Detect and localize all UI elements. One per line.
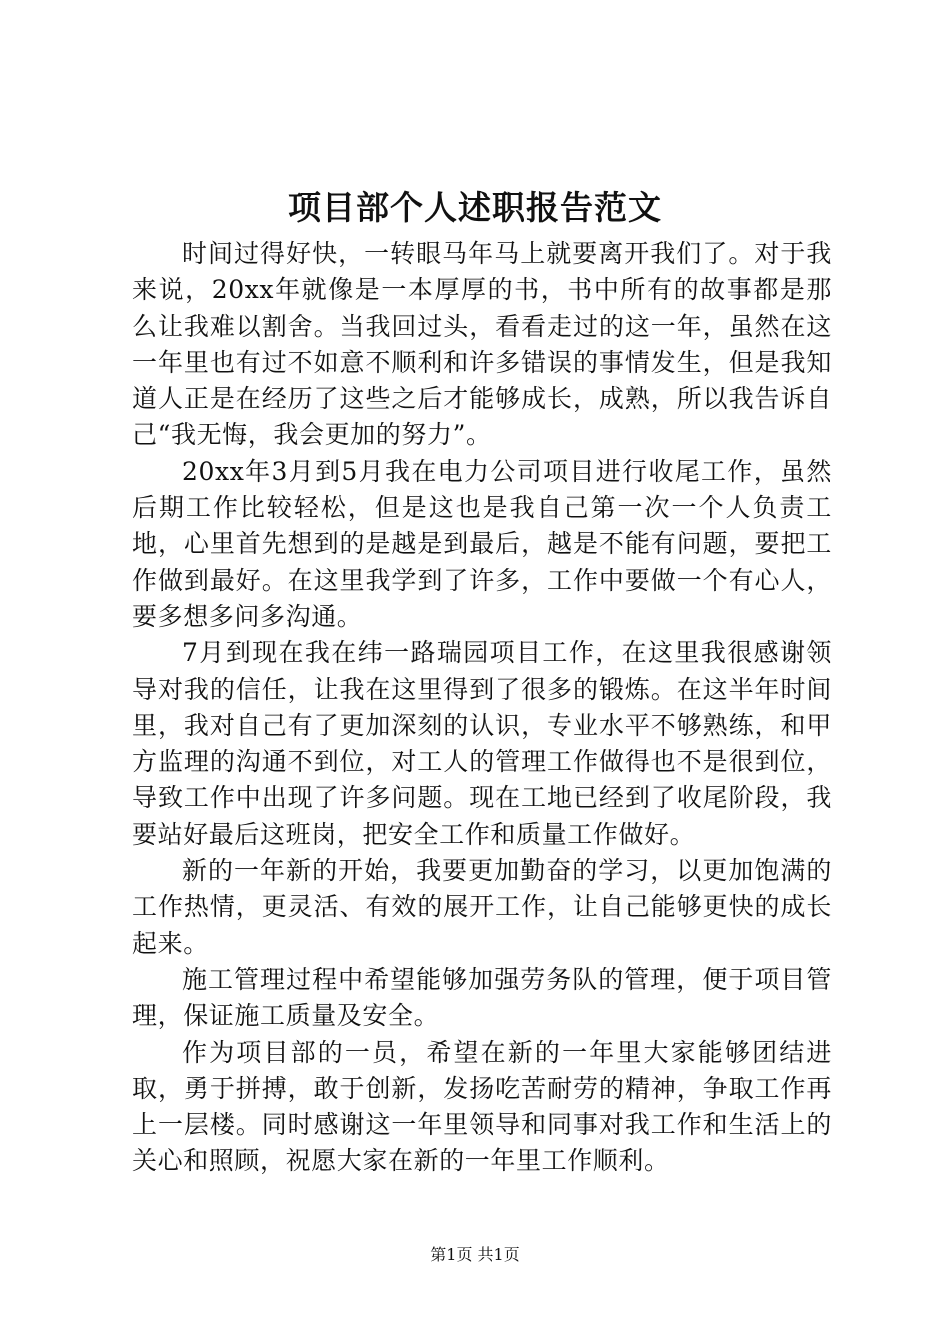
paragraph-6: 作为项目部的一员，希望在新的一年里大家能够团结进取，勇于拼搏，敢于创新，发扬吃苦耐劳的精神，争取工作再上一层楼。同时感谢这一年里领导和同事对我工作和生活上的关心和照顾，祝愿大家在新的一年里工作顺利。 [132, 1037, 832, 1176]
page-footer: 第1页 共1页 [430, 1245, 520, 1264]
document-body [132, 236, 832, 1180]
paragraph-5: 施工管理过程中希望能够加强劳务队的管理，便于项目管理，保证施工质量及安全。 [132, 964, 832, 1031]
document-title: 项目部个人述职报告范文 [288, 188, 662, 227]
paragraph-2: 20xx年3月到5月我在电力公司项目进行收尾工作，虽然后期工作比较轻松，但是这也是我自己第一次一个人负责工地，心里首先想到的是越是到最后，越是不能有问题，要把工作做到最好。在这里我学到了许多，工作中要做一个有心人，要多想多问多沟通。 [132, 456, 832, 631]
paragraph-3: 7月到现在我在纬一路瑞园项目工作，在这里我很感谢领导对我的信任，让我在这里得到了很多的锻炼。在这半年时间里，我对自己有了更加深刻的认识，专业水平不够熟练，和甲方监理的沟通不到位，对工人的管理工作做得也不是很到位，导致工作中出现了许多问题。现在工地已经到了收尾阶段，我要站好最后这班岗，把安全工作和质量工作做好。 [132, 638, 832, 849]
paragraph-1: 时间过得好快，一转眼马年马上就要离开我们了。对于我来说，20xx年就像是一本厚厚的书，书中所有的故事都是那么让我难以割舍。当我回过头，看看走过的这一年，虽然在这一年里也有过不如意不顺利和许多错误的事情发生，但是我知道人正是在经历了这些之后才能够成长，成熟，所以我告诉自己“我无悔，我会更加的努力”。 [132, 239, 832, 450]
paragraph-4: 新的一年新的开始，我要更加勤奋的学习，以更加饱满的工作热情，更灵活、有效的展开工作，让自己能够更快的成长起来。 [132, 856, 832, 958]
